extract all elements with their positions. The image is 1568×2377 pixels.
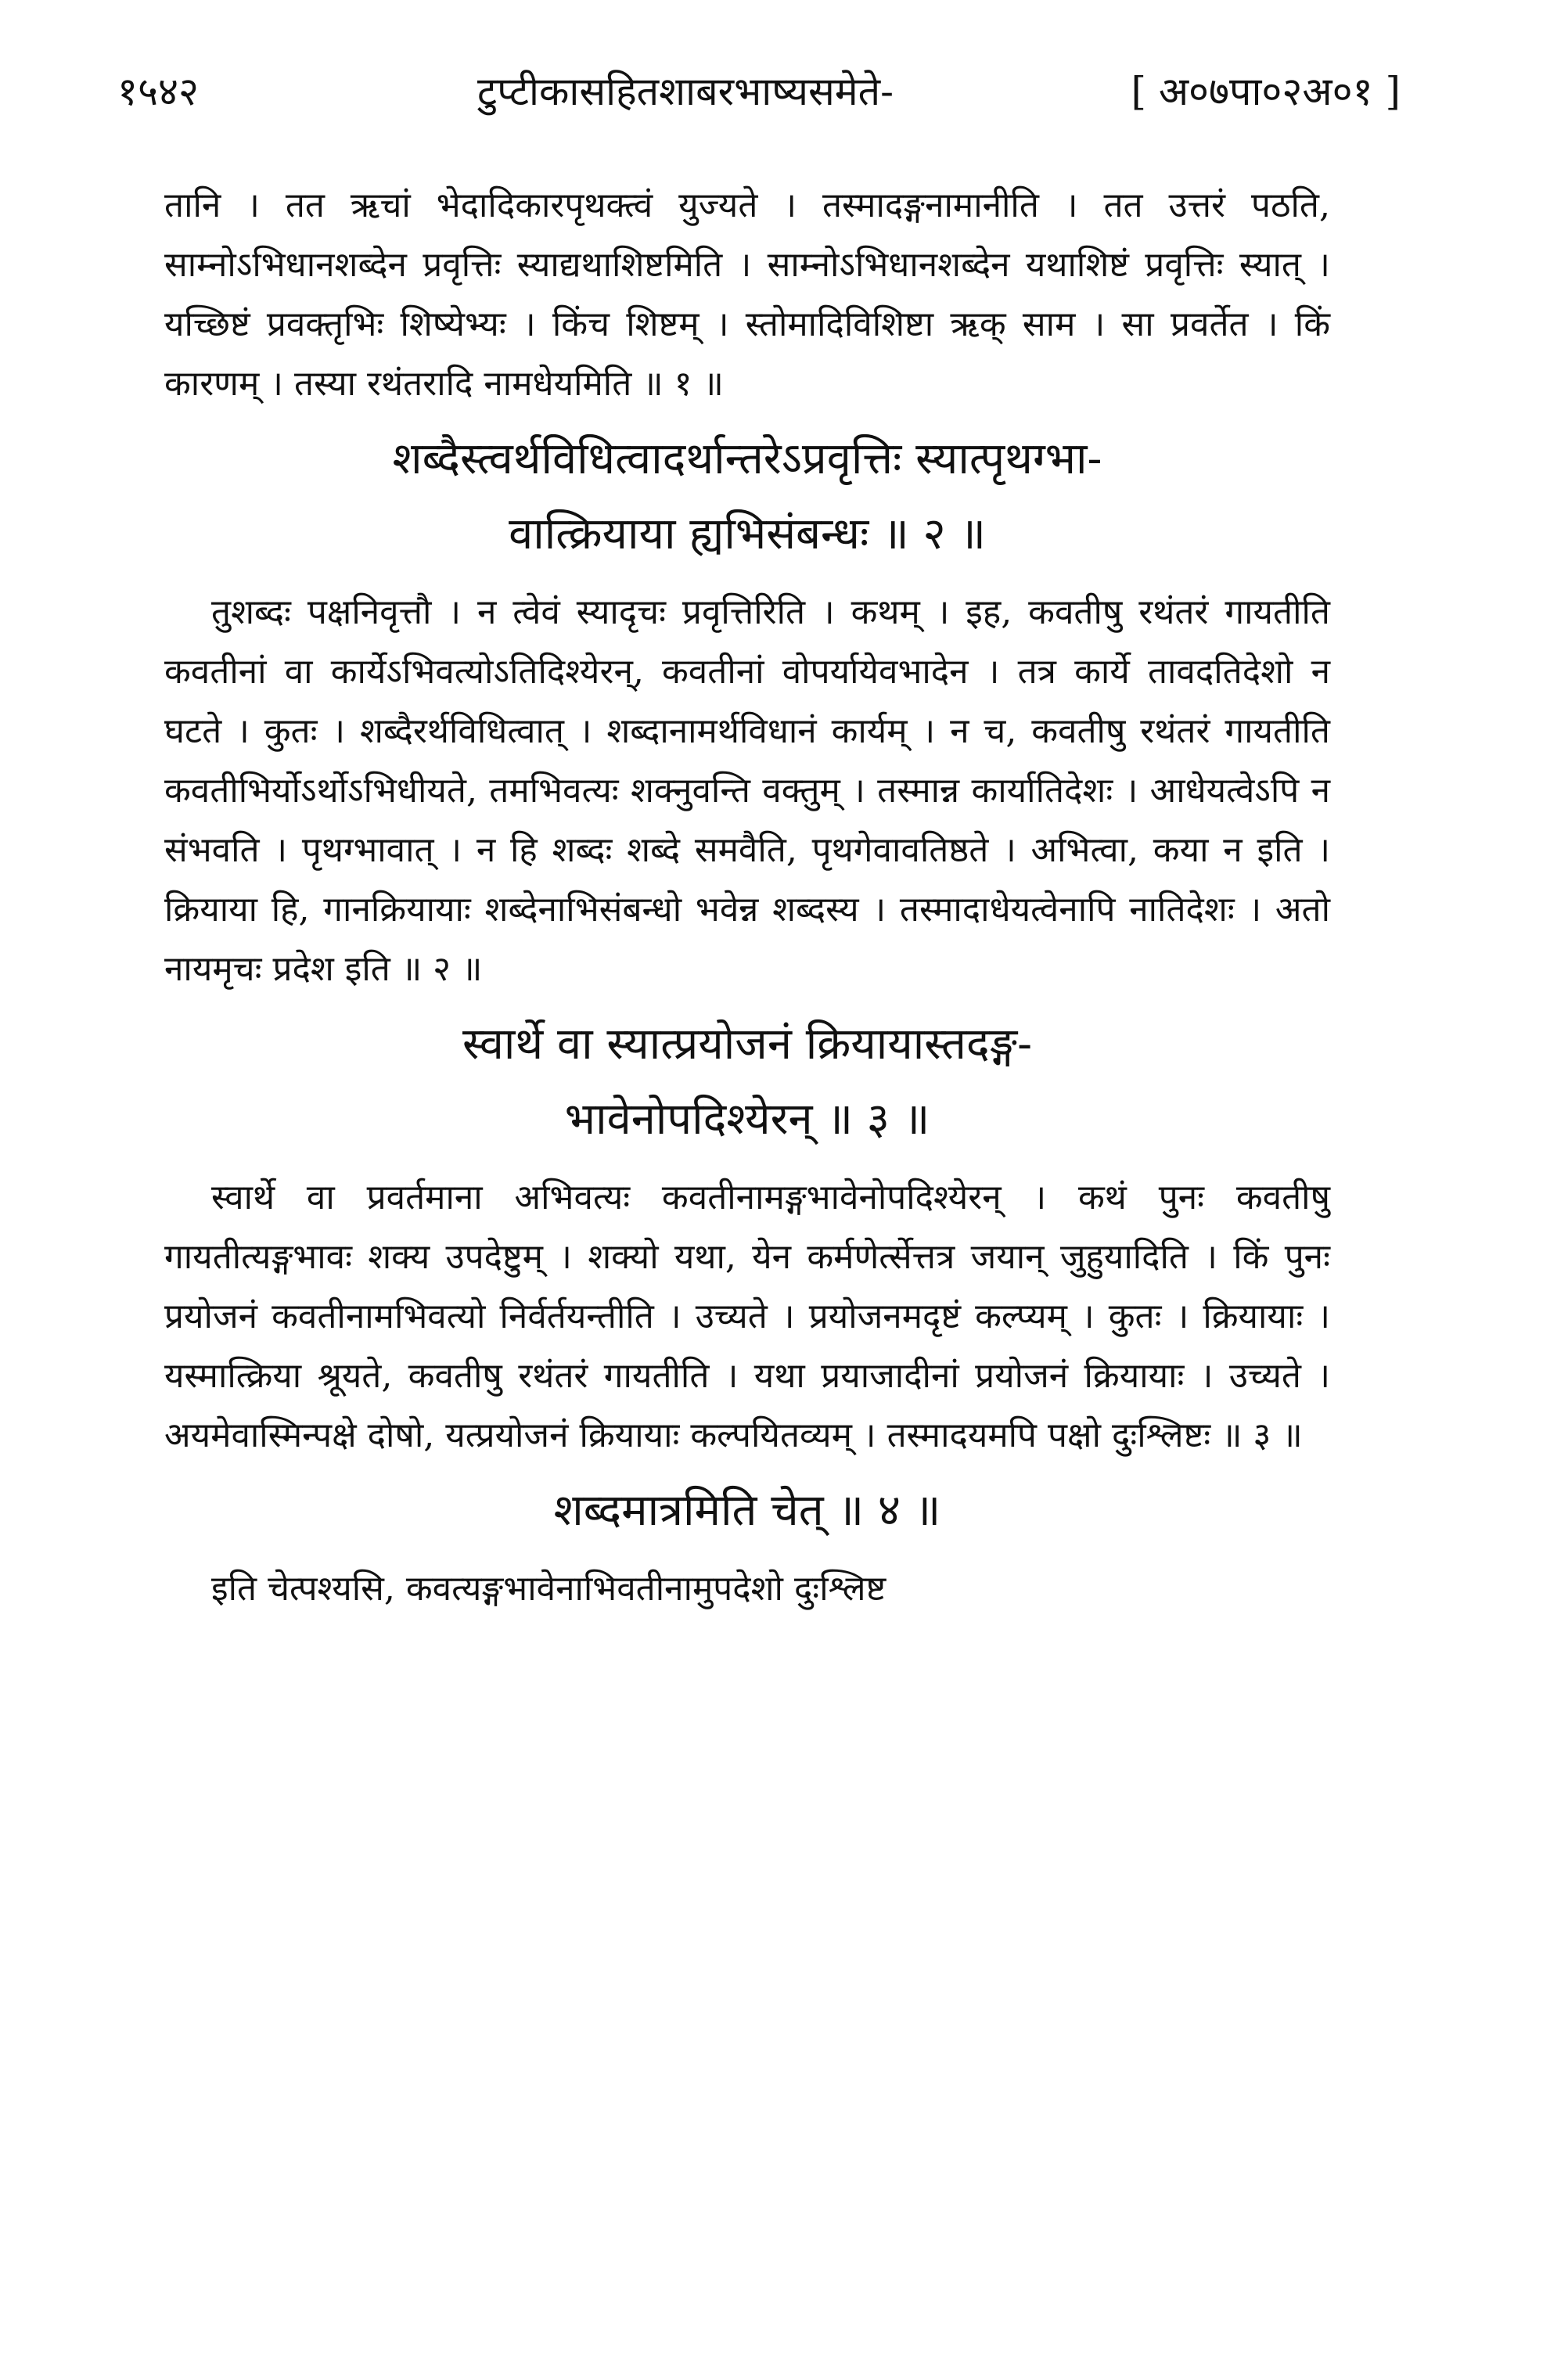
- sutra-2: [164, 422, 1330, 572]
- page-body: [164, 176, 1330, 1627]
- sutra-3-line-2: भावेनोपदिश्येरन् ॥ ३ ॥: [564, 1094, 930, 1145]
- commentary-paragraph-4: इति चेत्पश्यसि, कवत्यङ्गभावेनाभिवतीनामुपदेशो दुःश्लिष्ट: [211, 1569, 886, 1609]
- sutra-4: [164, 1473, 1330, 1548]
- sutra-2-line-2: वात्क्रियाया ह्यभिसंबन्धः ॥ २ ॥: [509, 509, 986, 559]
- commentary-paragraph-1: तानि । तत ऋचां भेदादिकारपृथक्त्वं युज्यते । तस्मादङ्गनामानीति । तत उत्तरं पठति, साम्नोऽभिधानशब्देन प्रवृत्तिः स्याद्यथाशिष्टमिति । साम्नोऽभिधानशब्देन यथाशिष्टं प्रवृत्तिः स्यात् । यच्छिष्टं प्रवक्तृभिः शिष्येभ्यः । किंच शिष्टम् । स्तोमादिविशिष्टा ऋक् साम । सा प्रवर्तेत । किं कारणम् । तस्या रथंतरादि नामधेयमिति ॥ १ ॥: [164, 185, 1330, 404]
- commentary-paragraph-2: तुशब्दः पक्षनिवृत्तौ । न त्वेवं स्यादृचः प्रवृत्तिरिति । कथम् । इह, कवतीषु रथंतरं गायतीति कवतीनां वा कार्येऽभिवत्योऽतिदिश्येरन्, कवतीनां वोपर्यायेवभादेन । तत्र कार्ये तावदतिदेशो न घटते । कुतः । शब्दैरर्थविधित्वात् । शब्दानामर्थविधानं कार्यम् । न च, कवतीषु रथंतरं गायतीति कवतीभिर्योऽर्थोऽभिधीयते, तमभिवत्यः शक्नुवन्ति वक्तुम् । तस्मान्न कार्यातिदेशः । आधेयत्वेऽपि न संभवति । पृथग्भावात् । न हि शब्दः शब्दे समवैति, पृथगेवावतिष्ठते । अभित्वा, कया न इति । क्रियाया हि, गानक्रियायाः शब्देनाभिसंबन्धो भवेन्न शब्दस्य । तस्मादाधेयत्वेनापि नातिदेशः । अतो नायमृचः प्रदेश इति ॥ २ ॥: [164, 592, 1330, 989]
- sutra-2-line-1: शब्दैस्त्वर्थविधित्वादर्थान्तरेऽप्रवृत्तिः स्यात्पृथग्भा-: [392, 433, 1102, 484]
- page-header: [117, 56, 1401, 127]
- running-title: टुप्टीकासहितशाबरभाष्यसमेते-: [477, 69, 894, 114]
- sutra-4-line: शब्दमात्रमिति चेत् ॥ ४ ॥: [553, 1485, 941, 1536]
- sutra-3-line-1: स्वार्थे वा स्यात्प्रयोजनं क्रियायास्तदङ्ग-: [462, 1019, 1033, 1070]
- sutra-3: [164, 1007, 1330, 1157]
- commentary-paragraph-3: स्वार्थे वा प्रवर्तमाना अभिवत्यः कवतीनामङ्गभावेनोपदिश्येरन् । कथं पुनः कवतीषु गायतीत्यङ्गभावः शक्य उपदेष्टुम् । शक्यो यथा, येन कर्मणेर्त्सेत्तत्र जयान् जुहुयादिति । किं पुनः प्रयोजनं कवतीनामभिवत्यो निर्वर्तयन्तीति । उच्यते । प्रयोजनमदृष्टं कल्प्यम् । कुतः । क्रियायाः । यस्मात्क्रिया श्रूयते, कवतीषु रथंतरं गायतीति । यथा प्रयाजादीनां प्रयोजनं क्रियायाः । उच्यते । अयमेवास्मिन्पक्षे दोषो, यत्प्रयोजनं क्रियायाः कल्पयितव्यम् । तस्मादयमपि पक्षो दुःश्लिष्टः ॥ ३ ॥: [164, 1178, 1330, 1455]
- page-number: १५४२: [117, 69, 199, 114]
- chapter-reference: [ अ०७पा०२अ०१ ]: [1131, 69, 1401, 114]
